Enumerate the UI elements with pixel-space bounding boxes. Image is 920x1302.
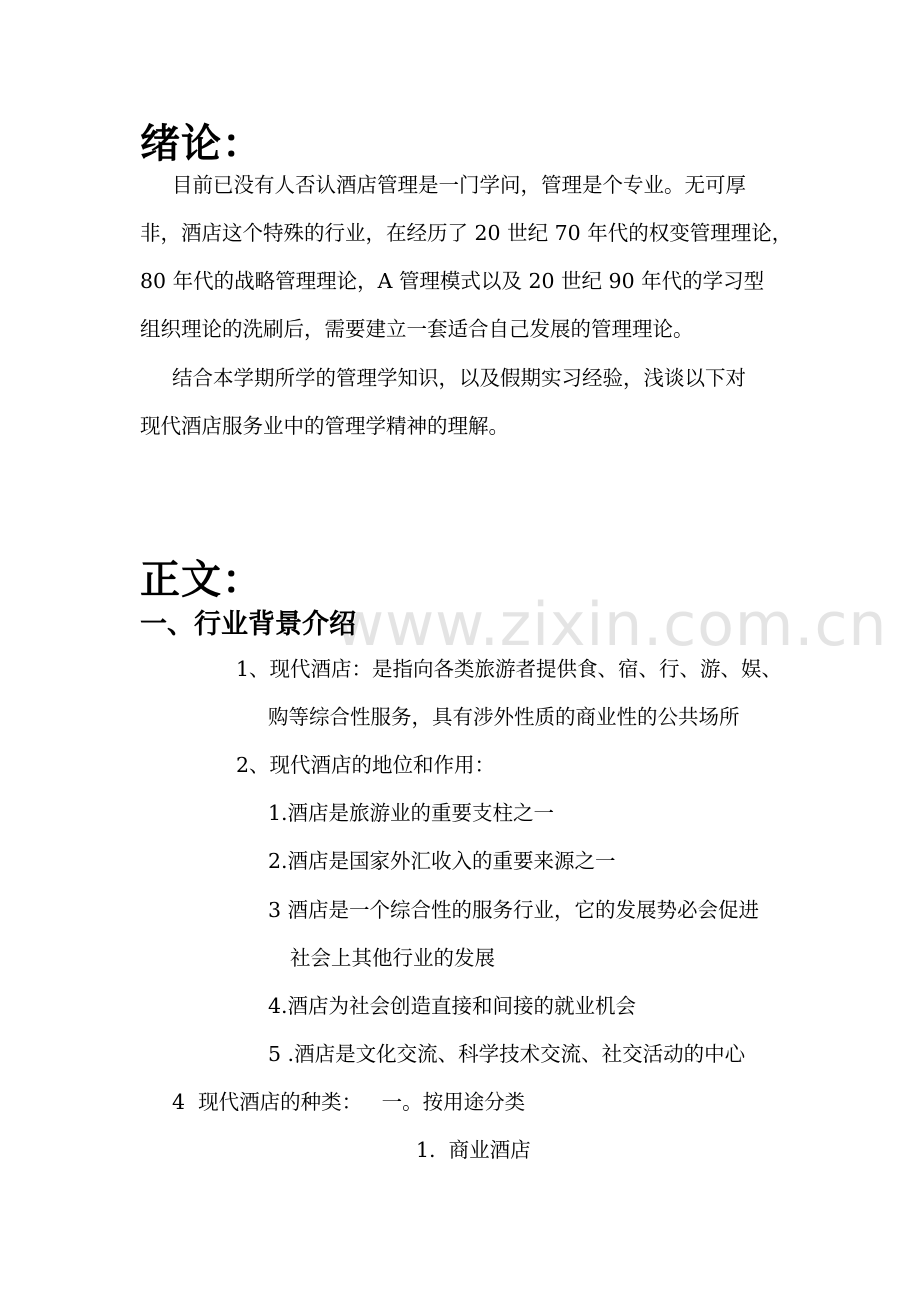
intro-line: 目前已没有人否认酒店管理是一门学问，管理是个专业。无可厚 — [172, 173, 746, 197]
section-line: 购等综合性服务，具有涉外性质的商业性的公共场所 — [268, 705, 740, 729]
section-line: 2.酒店是国家外汇收入的重要来源之一 — [268, 849, 616, 873]
section-line: 2、现代酒店的地位和作用： — [236, 753, 496, 777]
section-line: 1. 商业酒店 — [416, 1138, 531, 1162]
body-heading: 正文： — [140, 556, 263, 603]
intro-line: 80 年代的战略管理理论，A 管理模式以及 20 世纪 90 年代的学习型 — [140, 269, 765, 293]
intro-heading: 绪论： — [140, 120, 263, 167]
section-line: 1、现代酒店：是指向各类旅游者提供食、宿、行、游、娱、 — [236, 657, 783, 681]
section-line: 4.酒店为社会创造直接和间接的就业机会 — [268, 994, 637, 1018]
section-line: 4 现代酒店的种类： 一。按用途分类 — [172, 1090, 526, 1114]
section-line: 社会上其他行业的发展 — [290, 946, 495, 970]
section-line: 3 酒店是一个综合性的服务行业，它的发展势必会促进 — [268, 898, 760, 922]
section-title: 一、行业背景介绍 — [140, 609, 356, 640]
watermark: www.zixin.com.cn — [335, 590, 888, 660]
section-line: 5 .酒店是文化交流、科学技术交流、社交活动的中心 — [268, 1042, 746, 1066]
intro-line: 现代酒店服务业中的管理学精神的理解。 — [140, 414, 509, 438]
intro-line: 非，酒店这个特殊的行业，在经历了 20 世纪 70 年代的权变管理理论， — [140, 221, 793, 245]
section-line: 1.酒店是旅游业的重要支柱之一 — [268, 801, 555, 825]
intro-line: 组织理论的洗刷后，需要建立一套适合自己发展的管理理论。 — [140, 317, 694, 341]
intro-line: 结合本学期所学的管理学知识，以及假期实习经验，浅谈以下对 — [172, 366, 746, 390]
